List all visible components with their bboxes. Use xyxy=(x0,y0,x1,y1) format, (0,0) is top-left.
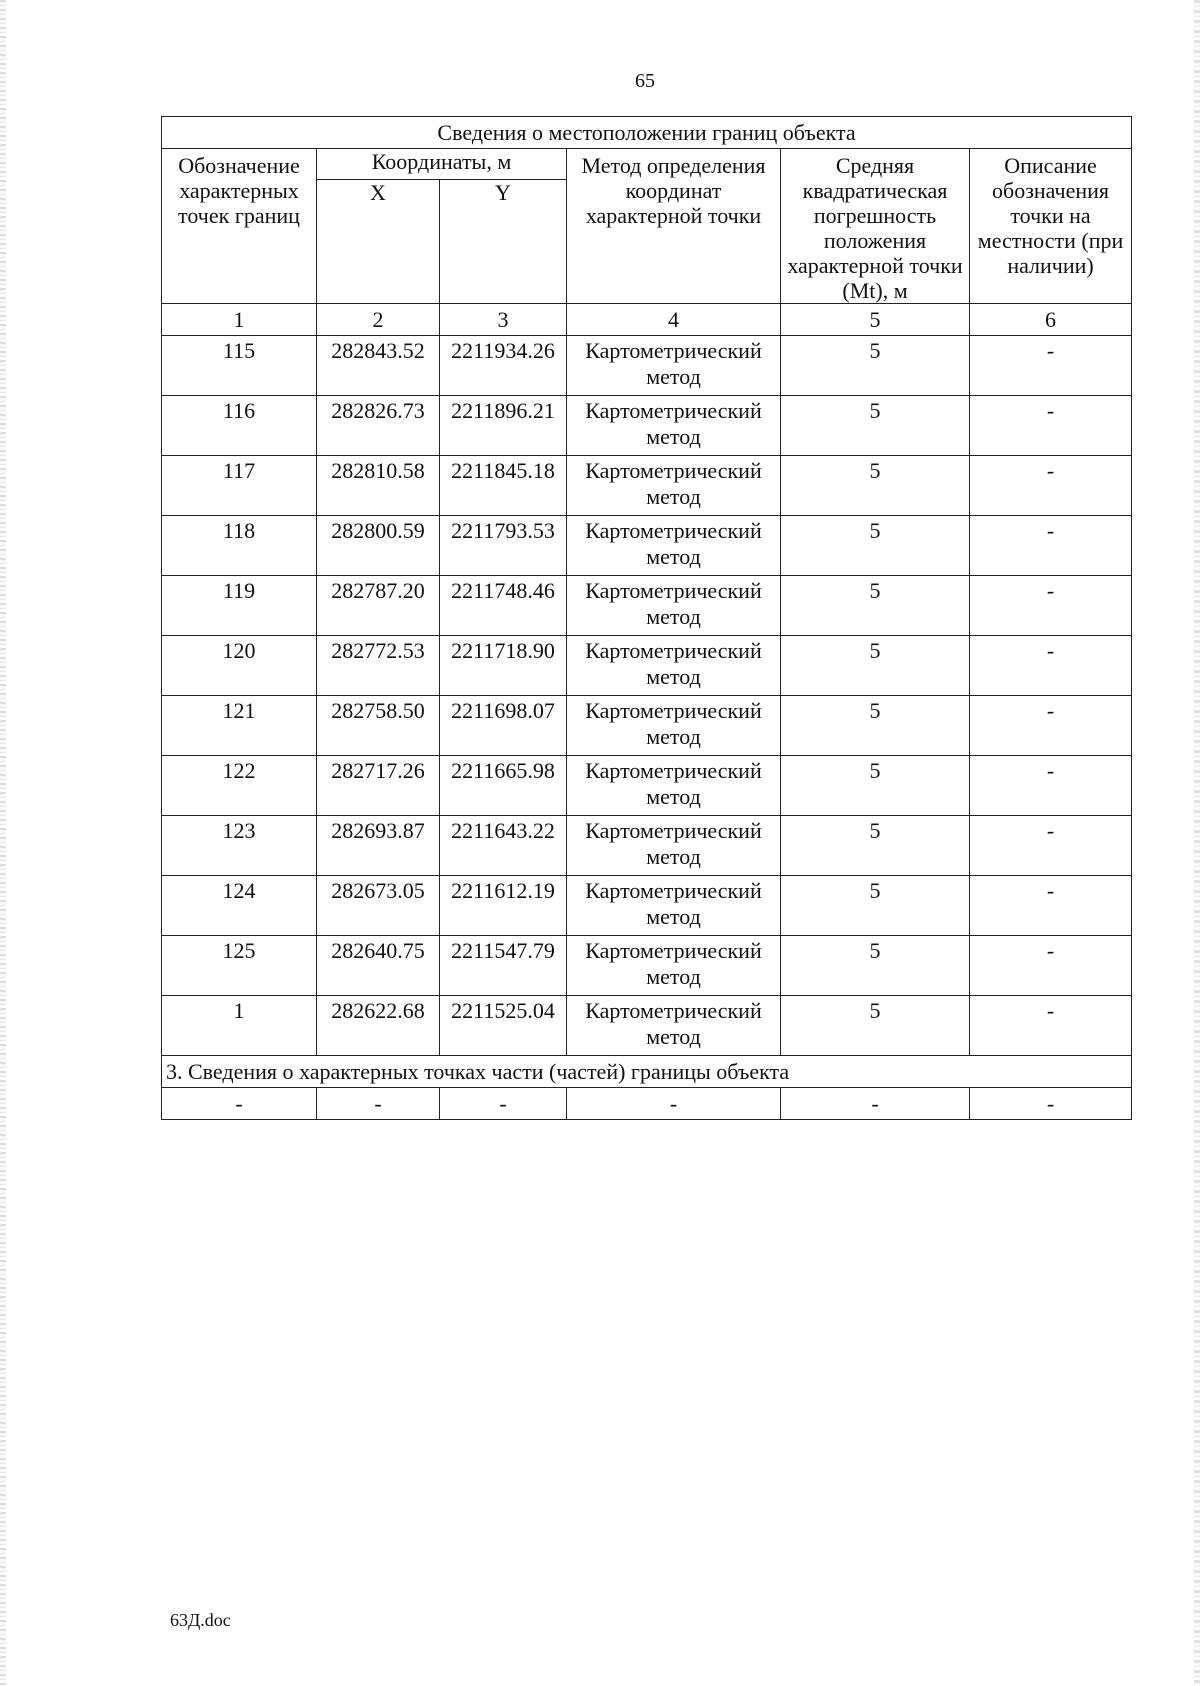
error-cell: 5 xyxy=(781,756,970,816)
error-cell: 5 xyxy=(781,696,970,756)
section3-title: 3. Сведения о характерных точках части (частей) границы объекта xyxy=(162,1056,1132,1088)
method-cell: Картометрический метод xyxy=(567,996,781,1056)
method-cell: Картометрический метод xyxy=(567,876,781,936)
y-coordinate-cell: 2211698.07 xyxy=(440,696,567,756)
description-cell: - xyxy=(970,576,1132,636)
point-cell: 120 xyxy=(162,636,317,696)
table-row xyxy=(162,516,1132,576)
table-caption: Сведения о местоположении границ объекта xyxy=(162,117,1132,149)
point-cell: 117 xyxy=(162,456,317,516)
description-cell: - xyxy=(970,996,1132,1056)
point-cell: 124 xyxy=(162,876,317,936)
header-coordinates: Координаты, м xyxy=(317,149,567,180)
method-cell: Картометрический метод xyxy=(567,336,781,396)
description-cell: - xyxy=(970,816,1132,876)
x-coordinate-cell: 282810.58 xyxy=(317,456,440,516)
description-cell: - xyxy=(970,876,1132,936)
method-cell: Картометрический метод xyxy=(567,636,781,696)
section3-row xyxy=(162,1056,1132,1088)
error-cell: 5 xyxy=(781,456,970,516)
method-cell: Картометрический метод xyxy=(567,756,781,816)
y-coordinate-cell: 2211665.98 xyxy=(440,756,567,816)
column-number: 3 xyxy=(440,304,567,336)
description-cell: - xyxy=(970,456,1132,516)
section3-value: - xyxy=(781,1088,970,1120)
column-number-row xyxy=(162,304,1132,336)
x-coordinate-cell: 282826.73 xyxy=(317,396,440,456)
column-number: 4 xyxy=(567,304,781,336)
table-row xyxy=(162,996,1132,1056)
error-cell: 5 xyxy=(781,336,970,396)
section3-value: - xyxy=(317,1088,440,1120)
page-number: 65 xyxy=(635,70,655,92)
header-y: Y xyxy=(440,180,567,304)
x-coordinate-cell: 282622.68 xyxy=(317,996,440,1056)
point-cell: 115 xyxy=(162,336,317,396)
point-cell: 125 xyxy=(162,936,317,996)
section3-value: - xyxy=(162,1088,317,1120)
header-method: Метод определения координат характерной точки xyxy=(567,149,781,304)
error-cell: 5 xyxy=(781,576,970,636)
point-cell: 119 xyxy=(162,576,317,636)
point-cell: 116 xyxy=(162,396,317,456)
header-description: Описание обозначения точки на местности (при наличии) xyxy=(970,149,1132,304)
table-row xyxy=(162,876,1132,936)
error-cell: 5 xyxy=(781,636,970,696)
table-row xyxy=(162,396,1132,456)
x-coordinate-cell: 282640.75 xyxy=(317,936,440,996)
description-cell: - xyxy=(970,516,1132,576)
error-cell: 5 xyxy=(781,816,970,876)
point-cell: 123 xyxy=(162,816,317,876)
x-coordinate-cell: 282772.53 xyxy=(317,636,440,696)
table-row xyxy=(162,936,1132,996)
header-x: X xyxy=(317,180,440,304)
section3-values-row xyxy=(162,1088,1132,1120)
method-cell: Картометрический метод xyxy=(567,936,781,996)
point-cell: 122 xyxy=(162,756,317,816)
x-coordinate-cell: 282693.87 xyxy=(317,816,440,876)
y-coordinate-cell: 2211525.04 xyxy=(440,996,567,1056)
section3-value: - xyxy=(970,1088,1132,1120)
description-cell: - xyxy=(970,336,1132,396)
point-cell: 1 xyxy=(162,996,317,1056)
error-cell: 5 xyxy=(781,936,970,996)
y-coordinate-cell: 2211896.21 xyxy=(440,396,567,456)
description-cell: - xyxy=(970,636,1132,696)
table-row xyxy=(162,636,1132,696)
method-cell: Картометрический метод xyxy=(567,576,781,636)
header-point: Обозначение характерных точек границ xyxy=(162,149,317,304)
method-cell: Картометрический метод xyxy=(567,516,781,576)
y-coordinate-cell: 2211547.79 xyxy=(440,936,567,996)
error-cell: 5 xyxy=(781,396,970,456)
column-number: 2 xyxy=(317,304,440,336)
y-coordinate-cell: 2211643.22 xyxy=(440,816,567,876)
description-cell: - xyxy=(970,756,1132,816)
method-cell: Картометрический метод xyxy=(567,396,781,456)
section3-value: - xyxy=(440,1088,567,1120)
table-row xyxy=(162,756,1132,816)
y-coordinate-cell: 2211793.53 xyxy=(440,516,567,576)
method-cell: Картометрический метод xyxy=(567,696,781,756)
table-row xyxy=(162,336,1132,396)
description-cell: - xyxy=(970,696,1132,756)
boundary-table xyxy=(161,116,1132,1120)
section3-value: - xyxy=(567,1088,781,1120)
column-number: 6 xyxy=(970,304,1132,336)
description-cell: - xyxy=(970,396,1132,456)
y-coordinate-cell: 2211934.26 xyxy=(440,336,567,396)
error-cell: 5 xyxy=(781,996,970,1056)
x-coordinate-cell: 282843.52 xyxy=(317,336,440,396)
error-cell: 5 xyxy=(781,516,970,576)
file-name-footer: 63Д.doc xyxy=(170,1610,231,1630)
method-cell: Картометрический метод xyxy=(567,816,781,876)
x-coordinate-cell: 282787.20 xyxy=(317,576,440,636)
method-cell: Картометрический метод xyxy=(567,456,781,516)
scan-edge-right xyxy=(1194,0,1200,1686)
column-number: 1 xyxy=(162,304,317,336)
y-coordinate-cell: 2211845.18 xyxy=(440,456,567,516)
scan-edge-left xyxy=(0,0,6,1686)
table-row xyxy=(162,816,1132,876)
x-coordinate-cell: 282758.50 xyxy=(317,696,440,756)
table-row xyxy=(162,696,1132,756)
header-error: Средняя квадратическая погрешность положения характерной точки (Mt), м xyxy=(781,149,970,304)
x-coordinate-cell: 282717.26 xyxy=(317,756,440,816)
point-cell: 121 xyxy=(162,696,317,756)
table-row xyxy=(162,576,1132,636)
error-cell: 5 xyxy=(781,876,970,936)
x-coordinate-cell: 282673.05 xyxy=(317,876,440,936)
point-cell: 118 xyxy=(162,516,317,576)
x-coordinate-cell: 282800.59 xyxy=(317,516,440,576)
y-coordinate-cell: 2211612.19 xyxy=(440,876,567,936)
y-coordinate-cell: 2211718.90 xyxy=(440,636,567,696)
table-row xyxy=(162,456,1132,516)
column-number: 5 xyxy=(781,304,970,336)
y-coordinate-cell: 2211748.46 xyxy=(440,576,567,636)
description-cell: - xyxy=(970,936,1132,996)
